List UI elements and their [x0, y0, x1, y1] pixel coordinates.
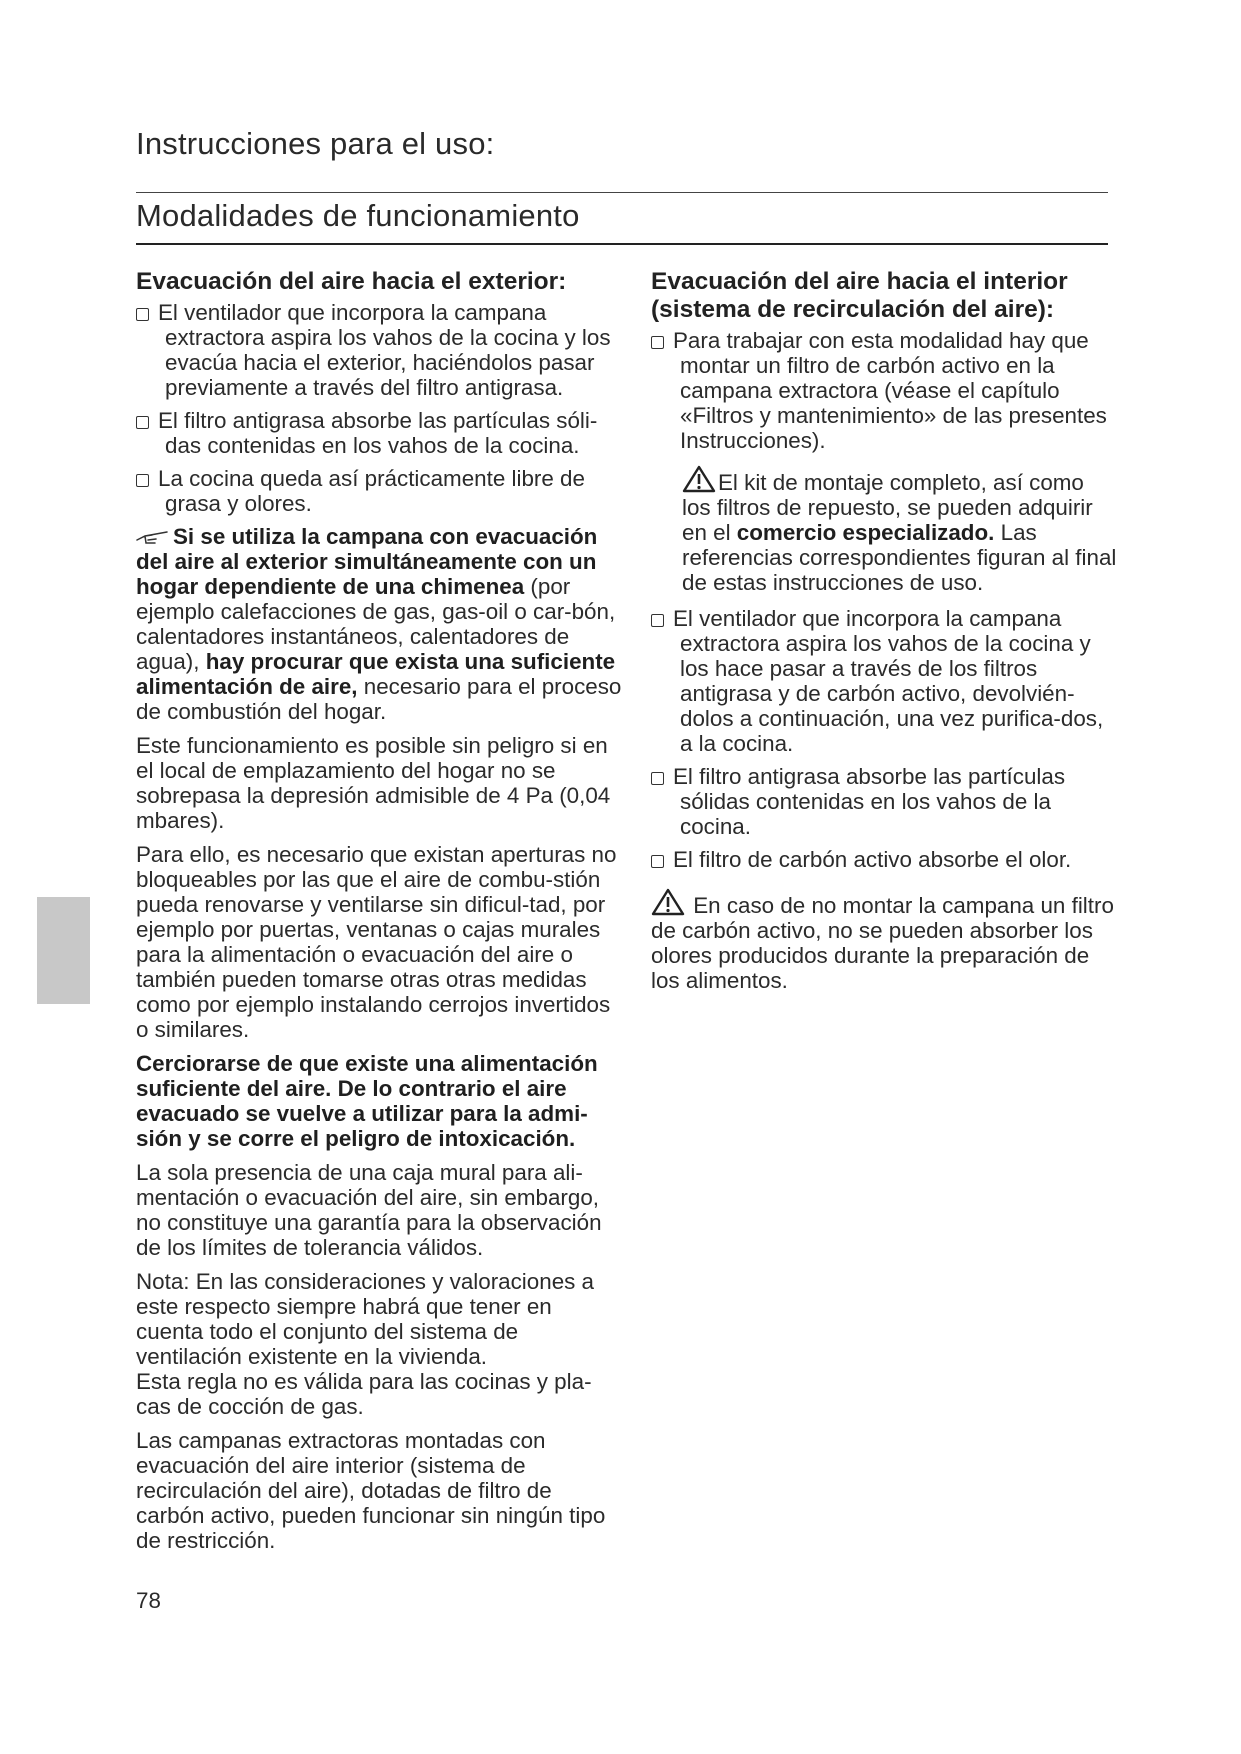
checkbox-bullet-icon — [651, 772, 664, 785]
warning-triangle-icon — [682, 465, 716, 493]
right-column — [651, 268, 1117, 1002]
header-divider — [136, 192, 1108, 193]
section-divider — [136, 243, 1108, 245]
heading-exhaust-outside: Evacuación del aire hacia el exterior: — [136, 268, 567, 295]
paragraph: Las campanas extractoras montadas con evacuación del aire interior (sistema de recirculación del aire), dotadas de filtro de carbón activo, pueden funcionar sin ningún tipo de restricción. — [136, 1428, 606, 1553]
list-item: El filtro antigrasa absorbe las partículas sóli-das contenidas en los vahos de la cocina. — [136, 408, 622, 458]
paragraph: Nota: En las consideraciones y valoraciones a este respecto siempre habrá que tener en cuenta todo el conjunto del sistema de ventilación existente en la vivienda. — [136, 1269, 595, 1369]
checkbox-bullet-icon — [651, 336, 664, 349]
carbon-filter-warning: En caso de no montar la campana un filtro de carbón activo, no se pueden absorber los olores producidos durante la preparación de los alimentos. — [651, 888, 1117, 993]
language-side-tab — [37, 897, 90, 1004]
list-item: La cocina queda así prácticamente libre de grasa y olores. — [136, 466, 622, 516]
pointing-hand-icon — [136, 526, 170, 546]
kit-note: El kit de montaje completo, así como los filtros de repuesto, se pueden adquirir en el comercio especializado. Las referencias correspondientes figuran al final de estas instrucciones de uso. — [651, 465, 1117, 595]
chimney-note: Si se utiliza la campana con evacuación del aire al exterior simultáneamente con un hogar dependiente de una chimenea (por ejemplo calefacciones de gas, gas-oil o car-bón, calentadores instantáneos, calentadores de agua), hay procurar que exista una suficiente alimentación de aire, necesario para el proceso de combustión del hogar. — [136, 524, 622, 724]
checkbox-bullet-icon — [651, 614, 664, 627]
warning-triangle-icon — [651, 888, 685, 916]
list-item: El ventilador que incorpora la campana extractora aspira los vahos de la cocina y los hace pasar a través de los filtros antigrasa y de carbón activo, devolvién-dolos a continuación, una vez purifica-dos, a la cocina. — [651, 606, 1117, 756]
paragraph: Para ello, es necesario que existan aperturas no bloqueables por las que el aire de combu-stión pueda renovarse y ventilarse sin dificul-tad, por ejemplo por puertas, ventanas o cajas murales para la alimentación o evacuación del aire o también pueden tomarse otras otras medidas como por ejemplo instalando cerrojos invertidos o similares. — [136, 842, 617, 1042]
section-title: Modalidades de funcionamiento — [136, 198, 580, 233]
heading-recirculation: Evacuación del aire hacia el interior (sistema de recirculación del aire): — [651, 268, 1068, 323]
paragraph: Este funcionamiento es posible sin peligro si en el local de emplazamiento del hogar no se sobrepasa la depresión admisible de 4 Pa (0,04 mbares). — [136, 733, 611, 833]
intoxication-warning: Cerciorarse de que existe una alimentación suficiente del aire. De lo contrario el aire evacuado se vuelve a utilizar para la admi-sión y se corre el peligro de intoxicación. — [136, 1051, 598, 1151]
checkbox-bullet-icon — [136, 474, 149, 487]
page-header-title: Instrucciones para el uso: — [136, 126, 495, 161]
list-item: El ventilador que incorpora la campana extractora aspira los vahos de la cocina y los evacúa hacia el exterior, haciéndolos pasar previamente a través del filtro antigrasa. — [136, 300, 622, 400]
paragraph: Esta regla no es válida para las cocinas y pla-cas de cocción de gas. — [136, 1369, 592, 1419]
checkbox-bullet-icon — [651, 855, 664, 868]
list-item: El filtro de carbón activo absorbe el olor. — [651, 847, 1117, 872]
list-item: Para trabajar con esta modalidad hay que montar un filtro de carbón activo en la campana extractora (véase el capítulo «Filtros y mantenimiento» de las presentes Instrucciones). — [651, 328, 1117, 453]
page-number: 78 — [136, 1588, 161, 1613]
paragraph: La sola presencia de una caja mural para ali-mentación o evacuación del aire, sin embargo, no constituye una garantía para la observación de los límites de tolerancia válidos. — [136, 1160, 602, 1260]
left-column — [136, 268, 622, 1562]
list-item: El filtro antigrasa absorbe las partículas sólidas contenidas en los vahos de la cocina. — [651, 764, 1117, 839]
checkbox-bullet-icon — [136, 308, 149, 321]
checkbox-bullet-icon — [136, 416, 149, 429]
